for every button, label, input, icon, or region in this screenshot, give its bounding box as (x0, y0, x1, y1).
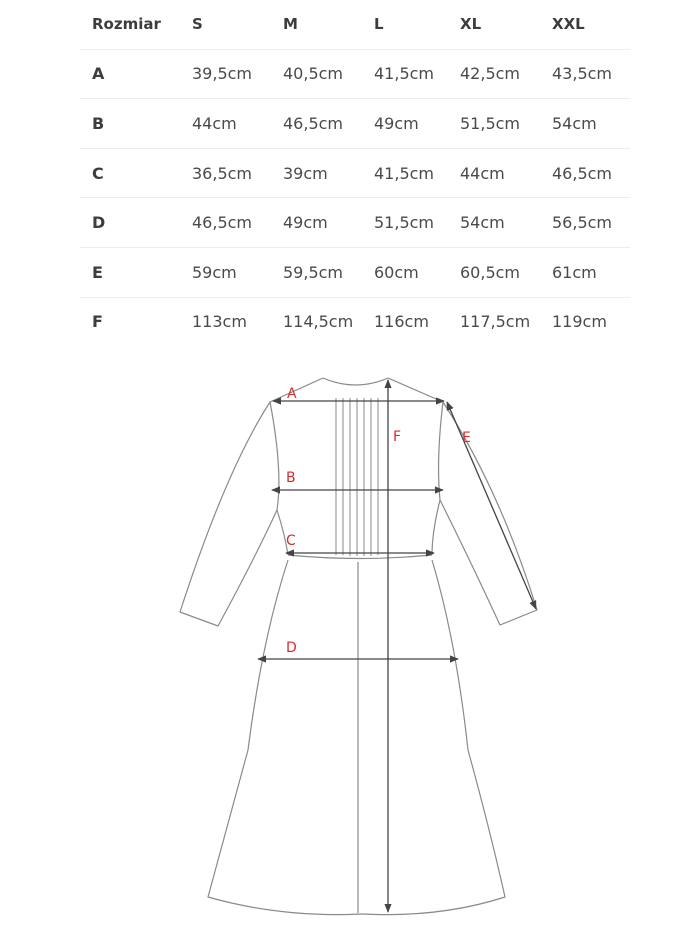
table-row (80, 149, 630, 199)
table-cell: 46,5cm (552, 163, 613, 183)
label-d: D (286, 640, 297, 656)
table-cell: 36,5cm (192, 163, 253, 183)
table-cell: 54cm (552, 113, 597, 133)
table-cell: 54cm (460, 213, 505, 233)
table-cell: 40,5cm (283, 64, 344, 84)
table-header-row (80, 0, 630, 50)
table-cell: 119cm (552, 312, 607, 332)
header-cell-size: Rozmiar (92, 15, 161, 34)
measurement-lines (258, 380, 536, 912)
header-cell-xl: XL (460, 15, 482, 34)
table-cell: 56,5cm (552, 213, 613, 233)
label-a: A (287, 386, 297, 402)
table-cell: 114,5cm (283, 312, 354, 332)
table-cell: 116cm (374, 312, 429, 332)
table-row (80, 198, 630, 248)
table-cell: 61cm (552, 262, 597, 282)
table-row (80, 248, 630, 298)
table-cell: 46,5cm (192, 213, 253, 233)
table-cell: 49cm (374, 113, 419, 133)
table-cell: 42,5cm (460, 64, 521, 84)
header-cell-m: M (283, 15, 298, 34)
table-cell: 60cm (374, 262, 419, 282)
row-label: E (92, 262, 103, 282)
table-cell: 39cm (283, 163, 328, 183)
row-label: A (92, 64, 105, 84)
table-cell: 59,5cm (283, 262, 344, 282)
table-row (80, 298, 630, 347)
row-label: F (92, 312, 103, 332)
header-cell-xxl: XXL (552, 15, 585, 34)
table-cell: 51,5cm (374, 213, 435, 233)
table-cell: 117,5cm (460, 312, 531, 332)
label-b: B (286, 470, 296, 486)
table-row (80, 50, 630, 100)
table-cell: 59cm (192, 262, 237, 282)
table-cell: 44cm (192, 113, 237, 133)
table-cell: 51,5cm (460, 113, 521, 133)
table-cell: 44cm (460, 163, 505, 183)
label-c: C (286, 533, 296, 549)
label-e: E (462, 430, 471, 446)
size-table (80, 0, 630, 346)
table-cell: 60,5cm (460, 262, 521, 282)
table-cell: 39,5cm (192, 64, 253, 84)
row-label: B (92, 113, 105, 133)
header-cell-l: L (374, 15, 384, 34)
label-f: F (393, 429, 402, 445)
row-label: C (92, 163, 104, 183)
measure-line-e (447, 402, 536, 609)
table-cell: 49cm (283, 213, 328, 233)
dress-outline (180, 378, 537, 915)
dress-measurement-diagram (0, 340, 700, 933)
table-cell: 46,5cm (283, 113, 344, 133)
pleat-lines (336, 398, 378, 556)
header-cell-s: S (192, 15, 203, 34)
table-row (80, 99, 630, 149)
table-cell: 41,5cm (374, 163, 435, 183)
table-cell: 41,5cm (374, 64, 435, 84)
row-label: D (92, 213, 106, 233)
table-cell: 113cm (192, 312, 247, 332)
table-cell: 43,5cm (552, 64, 613, 84)
